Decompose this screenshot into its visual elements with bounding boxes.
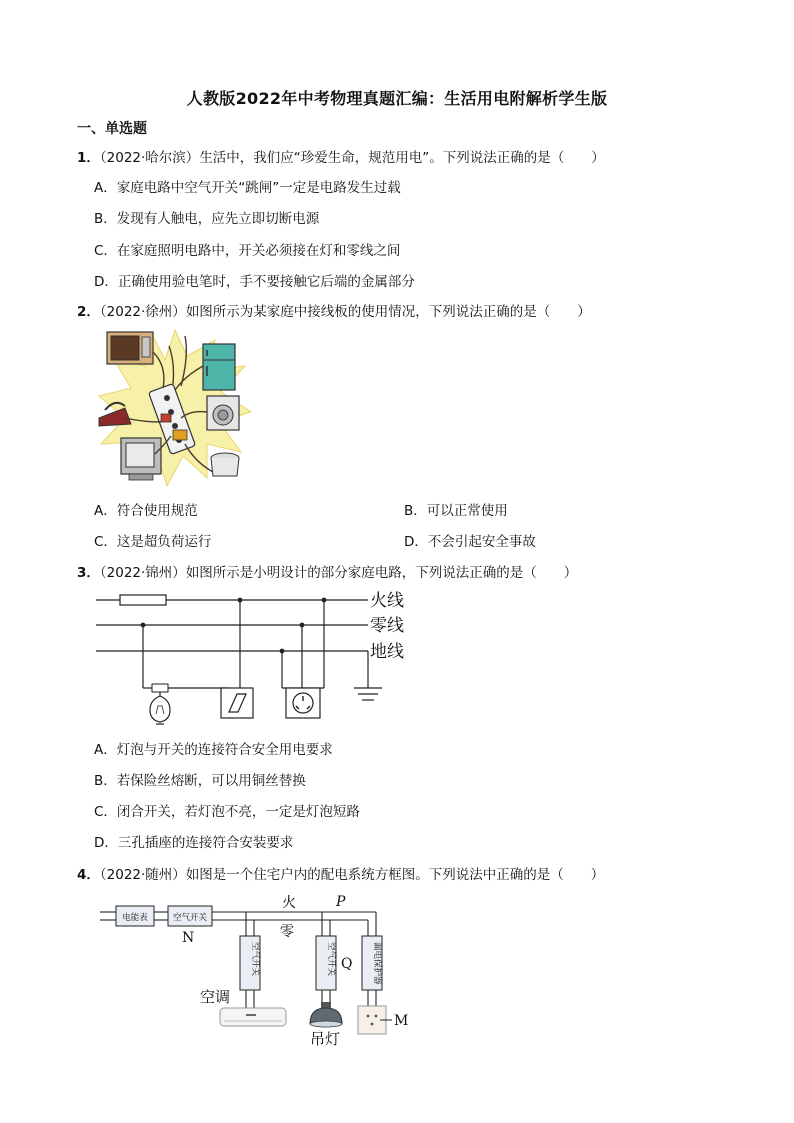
- question-stem: 如图所示为某家庭中接线板的使用情况，下列说法正确的是（ ）: [185, 304, 591, 320]
- television-icon: [121, 438, 161, 480]
- distribution-system-diagram: [96, 890, 426, 1050]
- ac-switch-label: 空气开关: [250, 942, 260, 977]
- microwave-icon: [107, 332, 153, 364]
- option-2d: D．不会引起安全事故: [404, 534, 536, 550]
- question-stem: 如图是一个住宅户内的配电系统方框图。下列说法中正确的是（ ）: [185, 867, 605, 883]
- option-3c: C．闭合开关，若灯泡不亮，一定是灯泡短路: [94, 804, 360, 820]
- leak-protector-label: 漏电保护器: [372, 942, 382, 985]
- option-2b: B．可以正常使用: [404, 503, 508, 519]
- page-title: 人教版2022年中考物理真题汇编：生活用电附解析学生版: [186, 89, 608, 108]
- section-heading: 一、单选题: [77, 121, 147, 137]
- point-n-label: N: [182, 930, 195, 946]
- question-number: 4．: [77, 867, 100, 883]
- point-m-label: M: [394, 1013, 409, 1029]
- question-source: （2022·徐州）: [99, 304, 186, 320]
- meter-box-label: 电能表: [122, 913, 148, 923]
- option-3b: B．若保险丝熔断，可以用铜丝替换: [94, 773, 306, 789]
- question-number: 2．: [77, 304, 100, 320]
- question-stem: 生活中，我们应“珍爱生命，规范用电”。下列说法正确的是（ ）: [199, 150, 605, 166]
- live-wire-label: 火线: [370, 591, 404, 611]
- question-source: （2022·哈尔滨）: [99, 150, 200, 166]
- question-source: （2022·随州）: [99, 867, 186, 883]
- lamp-label: 吊灯: [310, 1030, 341, 1048]
- wall-socket-icon: [358, 1006, 392, 1034]
- ground-wire-label: 地线: [370, 642, 404, 662]
- question-3: [77, 561, 577, 581]
- household-circuit-diagram: [90, 588, 420, 730]
- live-label: 火: [282, 895, 296, 911]
- option-1a: A．家庭电路中空气开关“跳闸”一定是电路发生过载: [94, 180, 401, 196]
- air-conditioner-icon: [220, 1008, 286, 1026]
- option-1c: C．在家庭照明电路中，开关必须接在灯和零线之间: [94, 243, 401, 259]
- option-3d: D．三孔插座的连接符合安装要求: [94, 835, 294, 851]
- question-1: [77, 146, 605, 166]
- question-stem: 如图所示是小明设计的部分家庭电路，下列说法正确的是（ ）: [185, 565, 578, 581]
- rice-cooker-icon: [211, 453, 239, 476]
- refrigerator-icon: [203, 344, 235, 390]
- question-4: [77, 863, 604, 883]
- main-switch-label: 空气开关: [172, 913, 208, 923]
- option-2c: C．这是超负荷运行: [94, 534, 212, 550]
- ac-label: 空调: [200, 988, 231, 1006]
- question-number: 3．: [77, 565, 100, 581]
- pendant-lamp-icon: [310, 1002, 342, 1027]
- point-q-label: Q: [341, 956, 353, 972]
- option-3a: A．灯泡与开关的连接符合安全用电要求: [94, 742, 333, 758]
- question-number: 1．: [77, 150, 100, 166]
- option-1d: D．正确使用验电笔时，手不要接触它后端的金属部分: [94, 274, 415, 290]
- neutral-wire-label: 零线: [370, 616, 404, 636]
- option-1b: B．发现有人触电，应先立即切断电源: [94, 211, 320, 227]
- option-2a: A．符合使用规范: [94, 503, 198, 519]
- lamp-switch-label: 空气开关: [326, 942, 336, 977]
- question-2: [77, 300, 591, 320]
- washing-machine-icon: [207, 396, 239, 430]
- light-bulb-icon: [150, 684, 170, 724]
- power-strip-illustration: [95, 326, 255, 491]
- point-p-label: P: [336, 894, 346, 910]
- question-source: （2022·锦州）: [99, 565, 186, 581]
- neutral-label: 零: [280, 924, 294, 940]
